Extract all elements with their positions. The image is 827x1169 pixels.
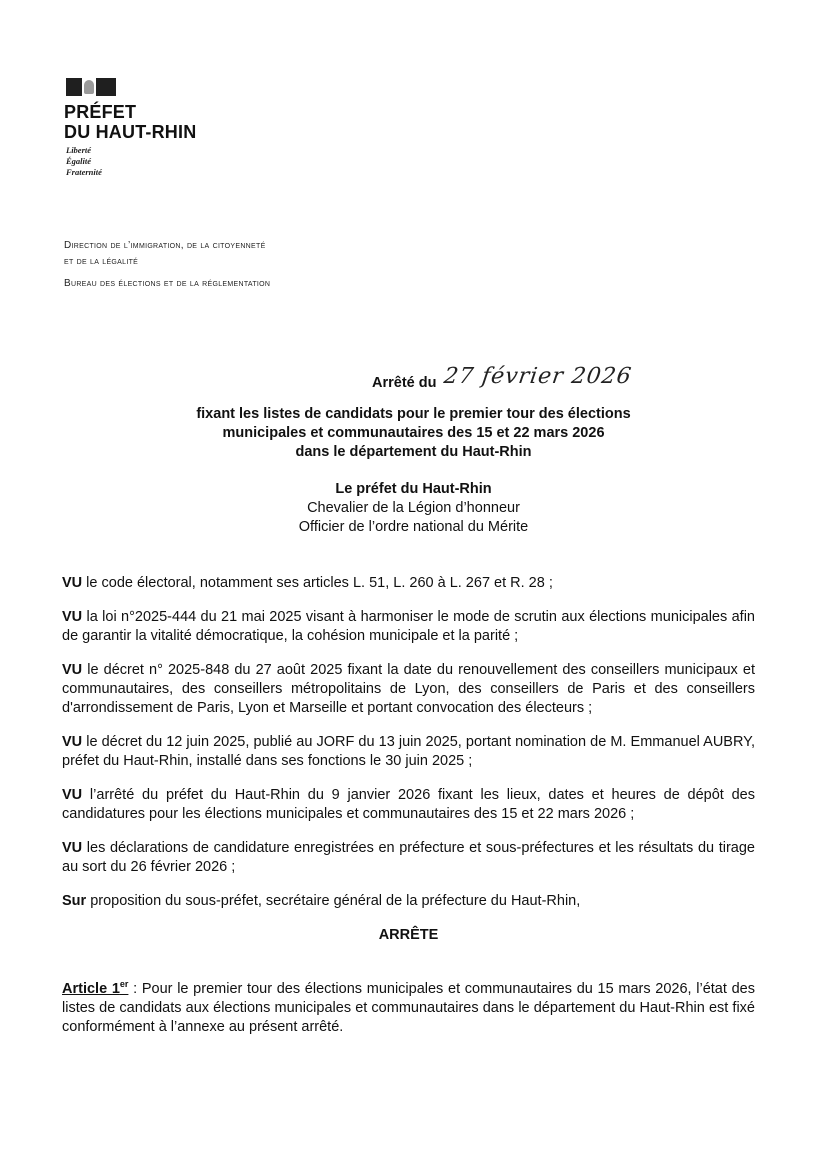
direction-line-1: Direction de l’immigration, de la citoyenneté: [64, 240, 266, 251]
bureau-line: Bureau des élections et de la réglementation: [64, 278, 271, 289]
prefect-block: [0, 480, 827, 537]
consideration-paragraph: VU le décret n° 2025-848 du 27 août 2025 fixant la date du renouvellement des conseillers municipaux et communautaires, des conseillers métropolitains de Lyon, des conseillers de Paris et des conseillers d'arrondissement de Paris, Lyon et Marseille et portant convocation des électeurs ;: [62, 662, 755, 716]
article-label: Article 1er: [62, 979, 129, 997]
prefect-title-2: Officier de l’ordre national du Mérite: [298, 519, 529, 535]
consideration-paragraph: VU le décret du 12 juin 2025, publié au JORF du 13 juin 2025, portant nomination de M. Emmanuel AUBRY, préfet du Haut-Rhin, installé dans ses fonctions le 30 juin 2025 ;: [62, 734, 755, 769]
document-body: [62, 574, 755, 1052]
arrete-subtitle: fixant les listes de candidats pour le premier tour des élections municipales et communautaires des 15 et 22 mars 2026 dans le département du Haut-Rhin: [196, 406, 631, 460]
handwritten-date: 27 février 2026: [442, 364, 634, 389]
marianne-logo: [66, 78, 116, 96]
article-1: Article 1er : Pour le premier tour des élections municipales et communautaires du 15 mars 2026, l’état des listes de candidats aux élections municipales et communautaires dans le département du Haut-Rhin est fixé conformément à l’annexe au présent arrêté.: [62, 979, 755, 1035]
consideration-paragraph: VU la loi n°2025-444 du 21 mai 2025 visant à harmoniser le mode de scrutin aux élections municipales afin de garantir la vitalité démocratique, la cohésion municipale et la parité ;: [62, 609, 755, 644]
prefet-title: PRÉFET DU HAUT-RHIN: [64, 102, 197, 142]
republic-motto: Liberté Égalité Fraternité: [66, 145, 102, 177]
consideration-paragraph: VU le code électoral, notamment ses articles L. 51, L. 260 à L. 267 et R. 28 ;: [62, 575, 553, 591]
issuing-office: [64, 238, 270, 292]
prefect-name: Le préfet du Haut-Rhin: [335, 481, 492, 497]
consideration-paragraph: VU l’arrêté du préfet du Haut-Rhin du 9 janvier 2026 fixant les lieux, dates et heures de dépôt des candidatures pour les élections municipales et communautaires des 15 et 22 mars 2026 ;: [62, 787, 755, 822]
arrete-title: Arrêté du 27 février 2026: [372, 364, 634, 391]
arrete-heading: ARRÊTE: [378, 927, 439, 943]
prefect-title-1: Chevalier de la Légion d’honneur: [307, 500, 520, 516]
consideration-paragraph: Sur proposition du sous-préfet, secrétaire général de la préfecture du Haut-Rhin,: [62, 893, 581, 909]
consideration-paragraph: VU les déclarations de candidature enregistrées en préfecture et sous-préfectures et les résultats du tirage au sort du 26 février 2026 ;: [62, 840, 755, 875]
direction-line-2: et de la légalité: [64, 256, 139, 267]
